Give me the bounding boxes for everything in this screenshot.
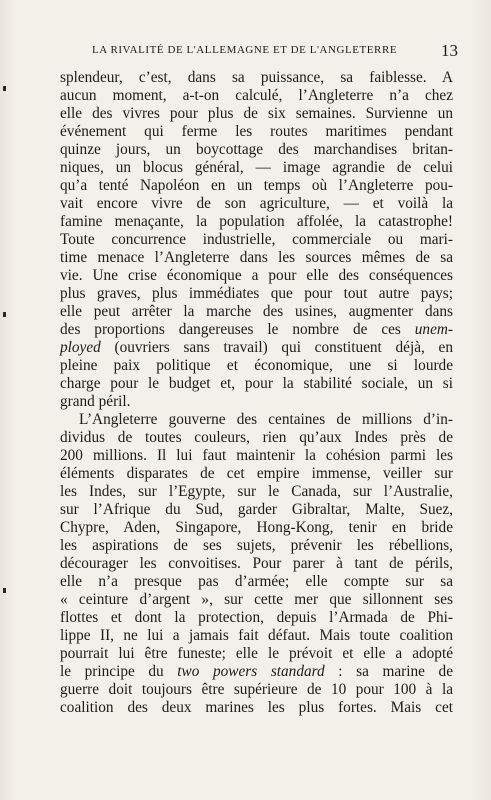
text-segment: elle peut arrêter la marche des usines, augmenter dans bbox=[60, 303, 453, 320]
text-segment: vait encore vivre de son agriculture, — et voilà la bbox=[60, 195, 453, 212]
text-segment: pleine paix politique et économique, une si lourde bbox=[60, 357, 453, 374]
text-line bbox=[60, 393, 453, 411]
margin-mark bbox=[3, 588, 6, 593]
margin-mark bbox=[3, 312, 6, 317]
italic-text: two powers standard bbox=[177, 663, 325, 680]
italic-text: ployed bbox=[60, 339, 101, 356]
text-segment: Chypre, Aden, Singapore, Hong-Kong, tenir en bride bbox=[60, 519, 453, 536]
text-segment: éléments disparates de cet empire immense, veiller sur bbox=[60, 465, 453, 482]
text-segment: événement qui ferme les routes maritimes pendant bbox=[60, 123, 453, 140]
text-segment: elle des vivres pour plus de six semaines. Survienne un bbox=[60, 105, 453, 122]
text-line bbox=[60, 429, 453, 447]
text-segment: elle n’a presque pas d’armée; elle compte sur sa bbox=[60, 573, 453, 590]
text-line bbox=[60, 537, 453, 555]
page-number: 13 bbox=[441, 41, 458, 60]
text-segment: des proportions dangereuses le nombre de ces bbox=[60, 321, 415, 338]
text-line bbox=[60, 357, 453, 375]
text-line bbox=[60, 627, 453, 645]
margin-mark bbox=[3, 86, 6, 91]
text-segment: plus graves, plus immédiates que pour tout autre pays; bbox=[60, 285, 453, 302]
text-line bbox=[60, 339, 453, 357]
text-line bbox=[60, 141, 453, 159]
text-segment: coalition des deux marines les plus fortes. Mais cet bbox=[60, 699, 453, 716]
text-line bbox=[60, 591, 453, 609]
text-line bbox=[60, 411, 453, 429]
text-line bbox=[60, 573, 453, 591]
text-segment: Toute concurrence industrielle, commerciale ou mari- bbox=[60, 231, 453, 248]
text-segment: quinze jours, un boycottage des marchandises britan- bbox=[60, 141, 453, 158]
text-line bbox=[60, 87, 453, 105]
text-line bbox=[60, 699, 453, 717]
text-line bbox=[60, 609, 453, 627]
text-segment: aucun moment, a-t-on calculé, l’Angleterre n’a chez bbox=[60, 87, 453, 104]
text-segment: « ceinture d’argent », sur cette mer que sillonnent ses bbox=[60, 591, 453, 608]
text-segment: niques, un blocus général, — image agrandie de celui bbox=[60, 159, 453, 176]
text-segment: flottes et dont la protection, depuis l’Armada de Phi- bbox=[60, 609, 453, 626]
text-line bbox=[60, 159, 453, 177]
text-line bbox=[60, 375, 453, 393]
text-segment: 200 millions. Il lui faut maintenir la cohésion parmi les bbox=[60, 447, 453, 464]
text-line bbox=[60, 195, 453, 213]
text-segment: L’Angleterre gouverne des centaines de millions d’in- bbox=[79, 411, 453, 428]
text-segment: les Indes, sur l’Egypte, sur le Canada, sur l’Australie, bbox=[60, 483, 453, 500]
text-line bbox=[60, 285, 453, 303]
text-segment: qu’a tenté Napoléon en un temps où l’Angleterre pou- bbox=[60, 177, 453, 194]
text-line bbox=[60, 231, 453, 249]
text-segment: le principe du bbox=[60, 663, 178, 680]
text-segment: sur l’Afrique du Sud, garder Gibraltar, Malte, Suez, bbox=[60, 501, 453, 518]
text-line bbox=[60, 177, 453, 195]
text-segment: guerre doit toujours être supérieure de 10 pour 100 à la bbox=[60, 681, 453, 698]
text-line bbox=[60, 519, 453, 537]
text-segment: décourager les convoitises. Pour parer à tant de périls, bbox=[60, 555, 453, 572]
text-line bbox=[60, 267, 453, 285]
text-line bbox=[60, 645, 453, 663]
text-line bbox=[60, 123, 453, 141]
text-line bbox=[60, 213, 453, 231]
text-line bbox=[60, 483, 453, 501]
text-line bbox=[60, 69, 453, 87]
text-segment: vie. Une crise économique a pour elle des conséquences bbox=[60, 267, 453, 284]
text-line bbox=[60, 555, 453, 573]
text-segment: les aspirations de ses sujets, prévenir les rébellions, bbox=[60, 537, 453, 554]
text-line bbox=[60, 447, 453, 465]
text-segment: charge pour le budget et, pour la stabilité sociale, un si bbox=[60, 375, 453, 392]
text-segment: grand péril. bbox=[60, 393, 131, 410]
text-segment: : sa marine de bbox=[324, 663, 453, 680]
text-segment: (ouvriers sans travail) qui constituent déjà, en bbox=[100, 339, 453, 356]
text-line bbox=[60, 321, 453, 339]
running-title: LA RIVALITÉ DE L'ALLEMAGNE ET DE L'ANGLETERRE bbox=[92, 44, 398, 56]
body-text bbox=[60, 69, 453, 717]
text-line bbox=[60, 465, 453, 483]
text-line bbox=[60, 249, 453, 267]
page-header bbox=[92, 41, 458, 61]
text-line bbox=[60, 681, 453, 699]
text-segment: pourrait lui être funeste; elle le prévoit et elle a adopté bbox=[60, 645, 453, 662]
text-segment: dividus de toutes couleurs, rien qu’aux Indes près de bbox=[60, 429, 453, 446]
text-segment: splendeur, c’est, dans sa puissance, sa faiblesse. A bbox=[60, 69, 453, 86]
text-line bbox=[60, 303, 453, 321]
text-line bbox=[60, 663, 453, 681]
text-segment: famine menaçante, la population affolée, la catastrophe! bbox=[60, 213, 453, 230]
text-segment: lippe II, ne lui a jamais fait défaut. Mais toute coalition bbox=[60, 627, 453, 644]
text-line bbox=[60, 501, 453, 519]
text-segment: time menace l’Angleterre dans les sources mêmes de sa bbox=[60, 249, 453, 266]
italic-text: unem- bbox=[414, 321, 453, 338]
text-line bbox=[60, 105, 453, 123]
